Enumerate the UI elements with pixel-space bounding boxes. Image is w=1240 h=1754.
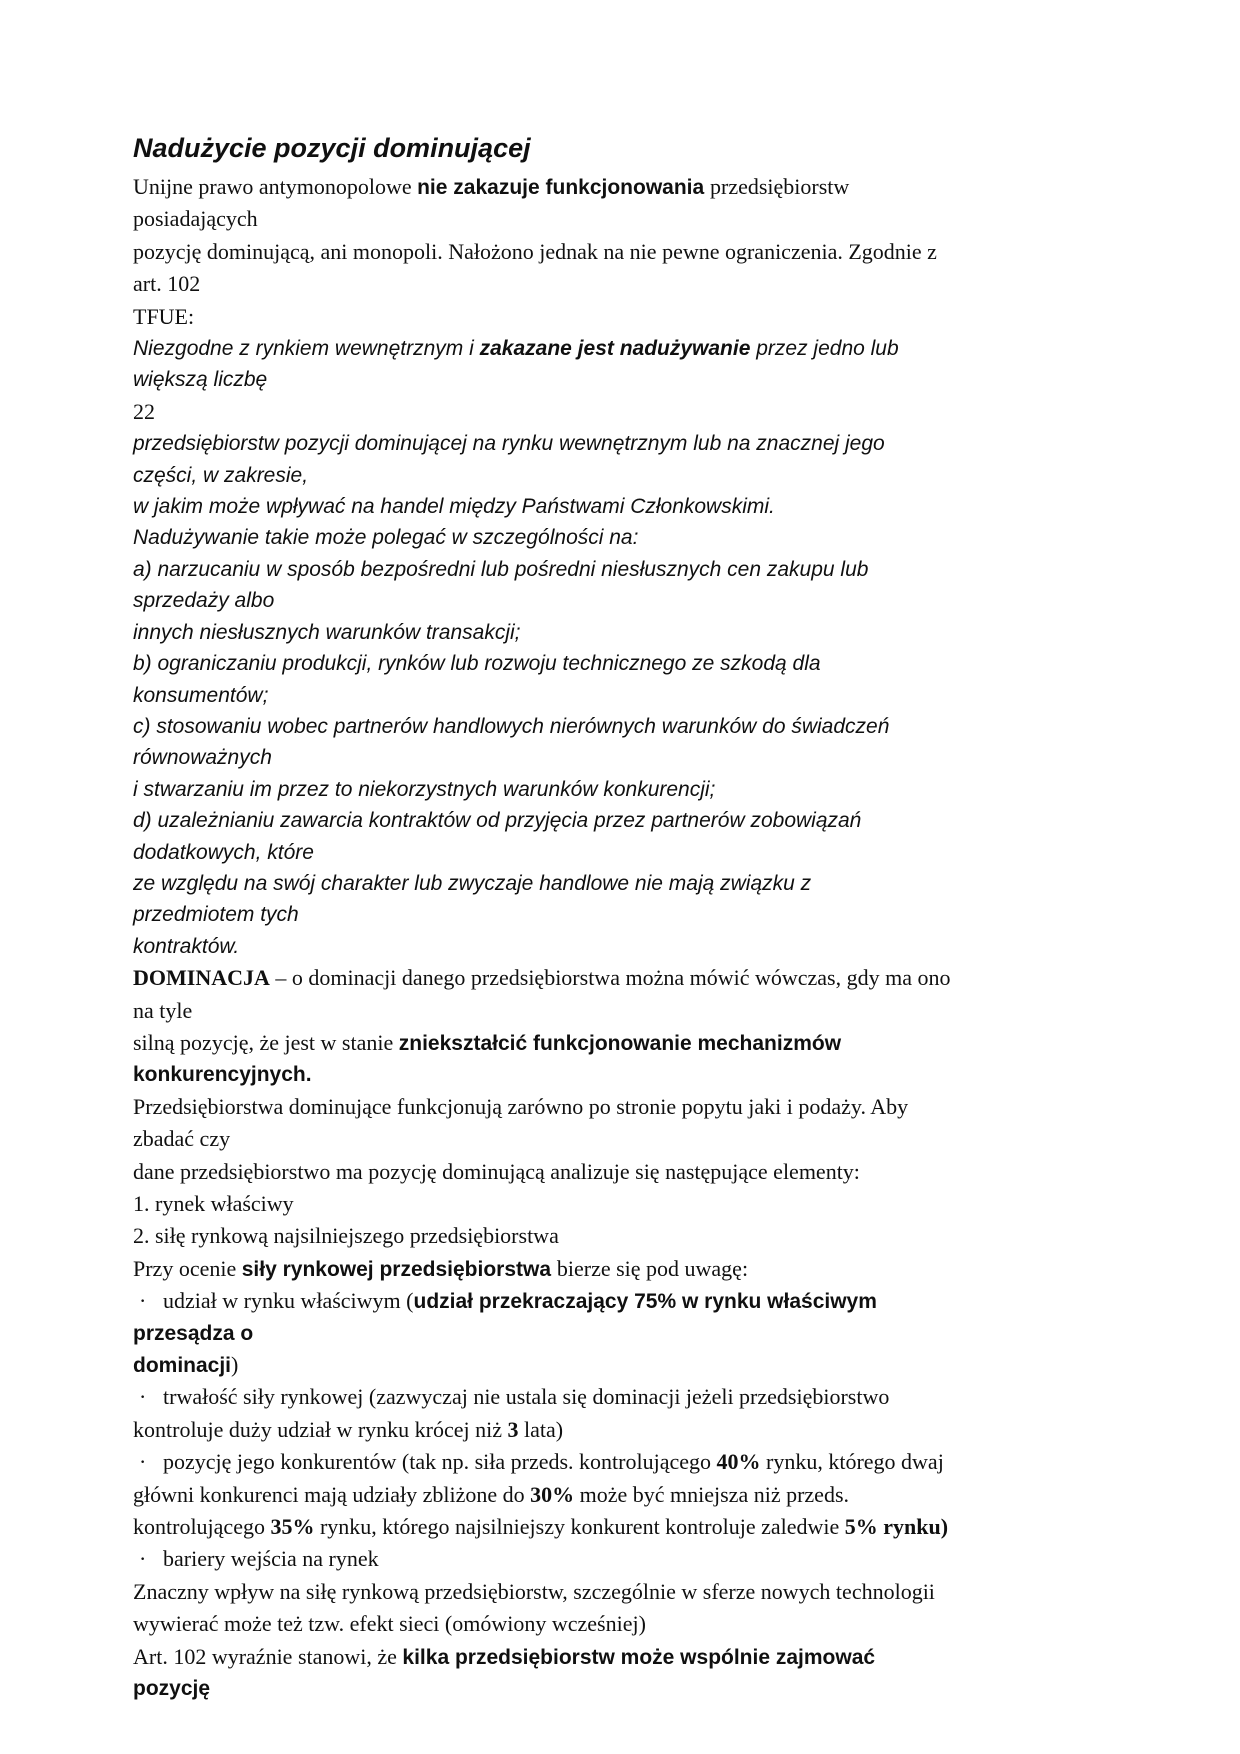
text-segment: ze względu na swój charakter lub zwyczaje handlowe nie mają związku z (133, 871, 812, 895)
text-segment: Znaczny wpływ na siłę rynkową przedsiębiorstw, szczególnie w sferze nowych technologii (133, 1578, 935, 1604)
text-line (133, 365, 1123, 396)
text-segment: ) (231, 1352, 239, 1378)
text-segment: innych niesłusznych warunków transakcji; (133, 620, 521, 644)
text-line (133, 1642, 1123, 1674)
text-line (133, 1609, 1123, 1641)
text-segment: Nadużycie pozycji dominującej (133, 133, 531, 163)
text-segment: silną pozycję, że jest w stanie (133, 1029, 399, 1055)
text-line (133, 492, 1123, 523)
text-segment: 5% rynku) (844, 1514, 949, 1540)
text-line (133, 461, 1123, 492)
text-segment: 30% (530, 1481, 575, 1507)
text-segment: Nadużywanie takie może polegać w szczególności na: (133, 526, 639, 550)
text-segment: Przedsiębiorstwa dominujące funkcjonują zarówno po stronie popytu jaki i podaży. Aby (133, 1093, 909, 1119)
text-line (133, 1577, 1123, 1609)
text-line (133, 649, 1123, 680)
text-segment: części, w zakresie, (133, 463, 309, 487)
text-segment: udział przekraczający 75% w rynku właściwym (413, 1290, 877, 1314)
text-segment: dodatkowych, które (133, 840, 314, 864)
text-segment: posiadających (133, 206, 258, 232)
text-line (133, 429, 1123, 460)
text-line (133, 712, 1123, 743)
text-segment: 1. rynek właściwy (133, 1191, 294, 1216)
text-segment: Przy ocenie (133, 1255, 242, 1281)
text-line (133, 1415, 1123, 1447)
text-segment: kontroluje duży udział w rynku krócej niż (133, 1416, 508, 1442)
text-segment: przedsiębiorstw pozycji dominującej na rynku wewnętrznym lub na znacznej jego (133, 432, 885, 456)
text-line (133, 1221, 1123, 1253)
text-segment: konsumentów; (133, 683, 269, 707)
text-segment: c) stosowaniu wobec partnerów handlowych nierównych warunków do świadczeń (133, 714, 890, 738)
text-line (133, 555, 1123, 586)
text-line (133, 743, 1123, 774)
text-line (133, 1060, 1123, 1091)
text-line (133, 334, 1123, 365)
text-segment: zakazane jest nadużywanie (479, 337, 757, 361)
text-line (133, 1028, 1123, 1060)
bullet-marker: · (139, 1449, 147, 1475)
text-line (133, 806, 1123, 837)
text-line (133, 1124, 1123, 1156)
text-segment: art. 102 (133, 271, 201, 297)
text-segment: pozycję jego konkurentów (tak np. siła przeds. kontrolującego (163, 1449, 717, 1475)
text-segment: Art. 102 wyraźnie stanowi, że (133, 1643, 403, 1669)
page-title (133, 131, 1123, 170)
text-line (133, 523, 1123, 554)
text-line (133, 963, 1123, 995)
text-segment: kontraktów. (133, 934, 240, 958)
text-segment: b) ograniczaniu produkcji, rynków lub rozwoju technicznego ze szkodą dla (133, 652, 821, 676)
text-line (133, 932, 1123, 963)
text-line (133, 1382, 1123, 1414)
bullet-marker: · (139, 1384, 147, 1410)
text-line (133, 1092, 1123, 1124)
text-segment: w jakim może wpływać na handel między Państwami Członkowskimi. (133, 495, 775, 519)
text-line (133, 900, 1123, 931)
text-segment: zniekształcić funkcjonowanie mechanizmów (398, 1031, 842, 1055)
text-segment: nie zakazuje funkcjonowania (417, 176, 711, 199)
text-segment: równoważnych (133, 746, 272, 770)
text-line (133, 1254, 1123, 1286)
text-segment: rynku, którego dwaj (760, 1449, 944, 1475)
text-segment: główni konkurenci mają udziały zbliżone do (133, 1481, 531, 1507)
text-line (133, 996, 1123, 1028)
text-segment: bierze się pod uwagę: (556, 1255, 749, 1281)
text-segment: kontrolującego (133, 1514, 271, 1540)
text-line (133, 1189, 1123, 1221)
text-line (133, 1544, 1123, 1576)
text-line (133, 586, 1123, 617)
text-line (133, 618, 1123, 649)
text-segment: d) uzależnianiu zawarcia kontraktów od przyjęcia przez partnerów zobowiązań (133, 809, 862, 833)
text-segment: 35% (270, 1514, 315, 1540)
text-line (133, 204, 1123, 236)
text-line (133, 1286, 1123, 1318)
text-segment: konkurencyjnych. (133, 1063, 312, 1087)
text-segment: – o dominacji danego przedsiębiorstwa można mówić wówczas, gdy ma ono (269, 965, 951, 991)
text-segment: 40% (716, 1449, 761, 1475)
text-line (133, 237, 1123, 269)
text-line (133, 269, 1123, 301)
text-segment: sprzedaży albo (133, 589, 275, 613)
text-segment: 22 (133, 398, 155, 424)
text-segment: bariery wejścia na rynek (163, 1546, 379, 1572)
text-segment: a) narzucaniu w sposób bezpośredni lub pośredni niesłusznych cen zakupu lub (133, 557, 869, 581)
bullet-marker: · (139, 1288, 147, 1314)
text-segment: trwałość siły rynkowej (zazwyczaj nie ustala się dominacji jeżeli przedsiębiorstwo (163, 1384, 890, 1410)
text-segment: i stwarzaniu im przez to niekorzystnych warunków konkurencji; (133, 777, 716, 801)
text-segment: Niezgodne z rynkiem wewnętrznym i (133, 337, 480, 361)
text-segment: większą liczbę (133, 368, 268, 392)
text-segment: dane przedsiębiorstwo ma pozycję dominującą analizuje się następujące elementy: (133, 1158, 860, 1184)
text-segment: zbadać czy (133, 1126, 231, 1152)
document-body (133, 131, 1123, 1706)
text-line (133, 397, 1123, 429)
text-line (133, 869, 1123, 900)
text-segment: pozycję dominującą, ani monopoli. Nałożono jednak na nie pewne ograniczenia. Zgodnie z (133, 238, 937, 264)
text-segment: TFUE: (133, 303, 195, 329)
text-line (133, 302, 1123, 334)
text-segment: dominacji (133, 1354, 232, 1378)
text-line (133, 1674, 1123, 1705)
text-line (133, 838, 1123, 869)
text-line (133, 1512, 1123, 1544)
text-segment: na tyle (133, 997, 193, 1023)
text-line (133, 1350, 1123, 1382)
text-segment: siły rynkowej przedsiębiorstwa (241, 1257, 557, 1281)
text-segment: rynku, którego najsilniejszy konkurent kontroluje zaledwie (314, 1514, 845, 1540)
text-line (133, 1447, 1123, 1479)
text-segment: 2. siłę rynkową najsilniejszego przedsiębiorstwa (133, 1223, 559, 1249)
text-line (133, 1480, 1123, 1512)
text-line (133, 681, 1123, 712)
text-segment: DOMINACJA (133, 965, 270, 991)
text-line (133, 1319, 1123, 1350)
text-line (133, 775, 1123, 806)
text-segment: kilka przedsiębiorstw może wspólnie zajmować (402, 1645, 876, 1669)
text-segment: wywierać może też tzw. efekt sieci (omówiony wcześniej) (133, 1611, 646, 1637)
text-segment: lata) (518, 1416, 564, 1442)
text-line (133, 172, 1123, 204)
bullet-marker: · (139, 1546, 147, 1572)
text-segment: przedmiotem tych (133, 903, 299, 927)
text-segment: Unijne prawo antymonopolowe (133, 174, 418, 199)
text-segment: może być mniejsza niż przeds. (574, 1481, 850, 1507)
text-segment: udział w rynku właściwym ( (163, 1288, 414, 1314)
text-segment: 3 (507, 1416, 519, 1442)
text-segment: przedsiębiorstw (710, 174, 850, 199)
text-segment: przez jedno lub (756, 337, 899, 361)
text-segment: pozycję (133, 1677, 211, 1701)
text-segment: przesądza o (133, 1321, 254, 1345)
text-line (133, 1157, 1123, 1189)
